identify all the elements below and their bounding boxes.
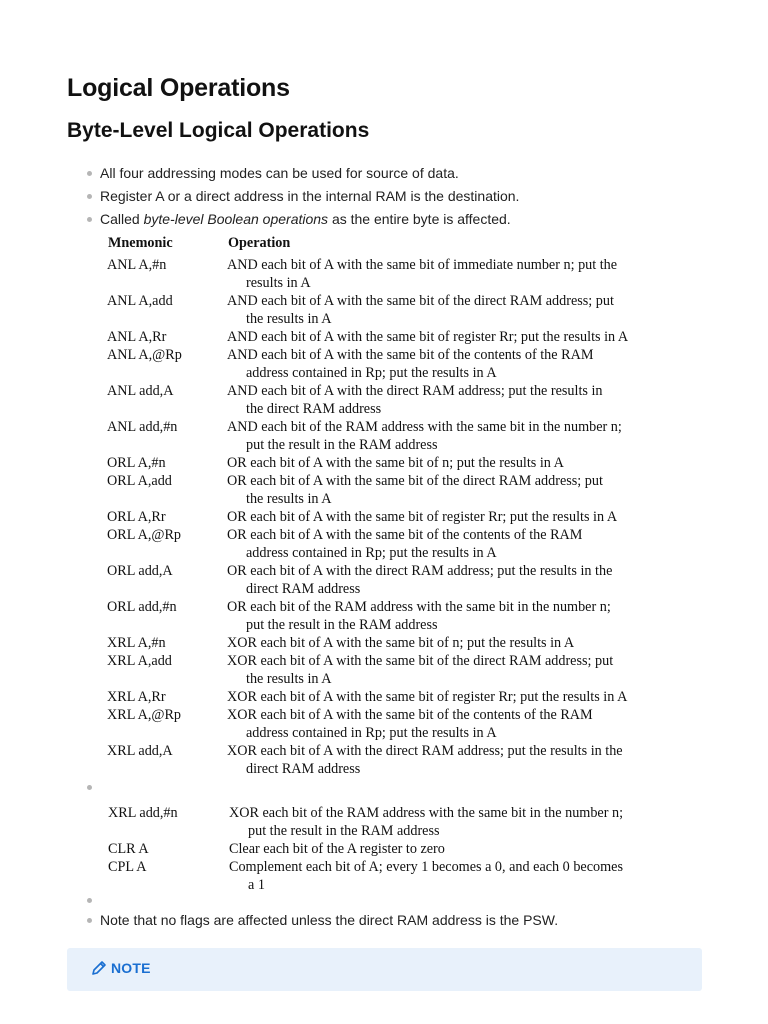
scanned-table-image bbox=[100, 232, 702, 780]
page-title: Logical Operations bbox=[67, 74, 290, 102]
mnemonic-cell: ANL A,@Rp bbox=[107, 347, 182, 363]
list-item-emphasis: byte-level Boolean operations bbox=[143, 211, 329, 227]
mnemonic-cell: CPL A bbox=[108, 859, 147, 875]
operation-cell-continued: the results in A bbox=[246, 491, 332, 507]
mnemonic-cell: ORL A,@Rp bbox=[107, 527, 182, 543]
mnemonic-cell: CLR A bbox=[108, 841, 149, 857]
operation-cell: OR each bit of A with the direct RAM address; put the results in the bbox=[227, 563, 613, 579]
operation-cell: XOR each bit of the RAM address with the same bit in the number n; bbox=[229, 805, 624, 821]
operation-cell: Complement each bit of A; every 1 becomes a 0, and each 0 becomes bbox=[229, 859, 623, 875]
mnemonic-cell: XRL A,Rr bbox=[107, 689, 166, 705]
operation-cell: OR each bit of A with the same bit of register Rr; put the results in A bbox=[227, 509, 618, 525]
list-item: All four addressing modes can be used for source of data. bbox=[100, 165, 459, 181]
operation-cell-continued: put the result in the RAM address bbox=[246, 617, 438, 633]
mnemonic-cell: ORL A,Rr bbox=[107, 509, 166, 525]
list-item-empty bbox=[100, 891, 110, 909]
operation-cell: XOR each bit of A with the direct RAM address; put the results in the bbox=[227, 743, 623, 759]
mnemonic-cell: ORL add,#n bbox=[107, 599, 177, 615]
operation-cell-continued: direct RAM address bbox=[246, 761, 361, 777]
mnemonic-cell: ANL A,#n bbox=[107, 257, 167, 273]
operation-cell: XOR each bit of A with the same bit of the direct RAM address; put bbox=[227, 653, 614, 669]
mnemonic-cell: ORL A,add bbox=[107, 473, 172, 489]
operation-cell-continued: address contained in Rp; put the results in A bbox=[246, 365, 497, 381]
operation-cell-continued: a 1 bbox=[248, 877, 265, 893]
mnemonic-cell: ANL add,A bbox=[107, 383, 174, 399]
mnemonic-cell: ANL add,#n bbox=[107, 419, 178, 435]
list-item bbox=[100, 210, 511, 228]
list-item-text: as the entire byte is affected. bbox=[328, 211, 511, 227]
operation-cell: XOR each bit of A with the same bit of n; put the results in A bbox=[227, 635, 575, 651]
mnemonic-cell: ANL A,add bbox=[107, 293, 173, 309]
operation-cell: AND each bit of A with the same bit of the contents of the RAM bbox=[227, 347, 594, 363]
list-item: Register A or a direct address in the internal RAM is the destination. bbox=[100, 188, 520, 204]
operation-cell-continued: direct RAM address bbox=[246, 581, 361, 597]
list-item-text: Called bbox=[100, 211, 144, 227]
operation-cell-continued: address contained in Rp; put the results in A bbox=[246, 725, 497, 741]
operation-cell: XOR each bit of A with the same bit of register Rr; put the results in A bbox=[227, 689, 628, 705]
note-label: NOTE bbox=[111, 960, 151, 976]
list-item: Note that no flags are affected unless the direct RAM address is the PSW. bbox=[100, 912, 559, 928]
mnemonic-cell: XRL add,A bbox=[107, 743, 173, 759]
pencil-icon bbox=[91, 960, 107, 976]
list-item-empty bbox=[100, 778, 110, 796]
operation-cell: AND each bit of A with the same bit of the direct RAM address; put bbox=[227, 293, 614, 309]
operation-cell: AND each bit of A with the same bit of register Rr; put the results in A bbox=[227, 329, 629, 345]
operation-cell: OR each bit of A with the same bit of n; put the results in A bbox=[227, 455, 564, 471]
mnemonic-cell: ORL add,A bbox=[107, 563, 173, 579]
operation-cell-continued: the results in A bbox=[246, 311, 332, 327]
mnemonic-cell: XRL A,@Rp bbox=[107, 707, 182, 723]
header-operation: Operation bbox=[228, 235, 291, 251]
operation-cell: OR each bit of the RAM address with the same bit in the number n; bbox=[227, 599, 611, 615]
operation-cell: AND each bit of A with the direct RAM address; put the results in bbox=[227, 383, 603, 399]
operation-cell-continued: put the result in the RAM address bbox=[248, 823, 440, 839]
section-title: Byte-Level Logical Operations bbox=[67, 119, 370, 142]
operation-cell-continued: address contained in Rp; put the results in A bbox=[246, 545, 497, 561]
mnemonic-cell: ANL A,Rr bbox=[107, 329, 167, 345]
operation-cell-continued: results in A bbox=[246, 275, 311, 291]
operation-cell: OR each bit of A with the same bit of the contents of the RAM bbox=[227, 527, 583, 543]
operation-cell-continued: the results in A bbox=[246, 671, 332, 687]
header-mnemonic: Mnemonic bbox=[108, 235, 173, 251]
operation-cell: AND each bit of the RAM address with the same bit in the number n; bbox=[227, 419, 622, 435]
scanned-table-image bbox=[100, 800, 702, 896]
mnemonic-cell: XRL A,#n bbox=[107, 635, 166, 651]
mnemonic-cell: ORL A,#n bbox=[107, 455, 166, 471]
operation-cell: Clear each bit of the A register to zero bbox=[229, 841, 445, 857]
operation-cell: AND each bit of A with the same bit of immediate number n; put the bbox=[227, 257, 618, 273]
operation-cell: XOR each bit of A with the same bit of the contents of the RAM bbox=[227, 707, 593, 723]
mnemonic-cell: XRL add,#n bbox=[108, 805, 178, 821]
operation-cell-continued: put the result in the RAM address bbox=[246, 437, 438, 453]
operation-cell: OR each bit of A with the same bit of the direct RAM address; put bbox=[227, 473, 603, 489]
note-callout bbox=[67, 948, 702, 991]
operation-cell-continued: the direct RAM address bbox=[246, 401, 382, 417]
mnemonic-cell: XRL A,add bbox=[107, 653, 172, 669]
